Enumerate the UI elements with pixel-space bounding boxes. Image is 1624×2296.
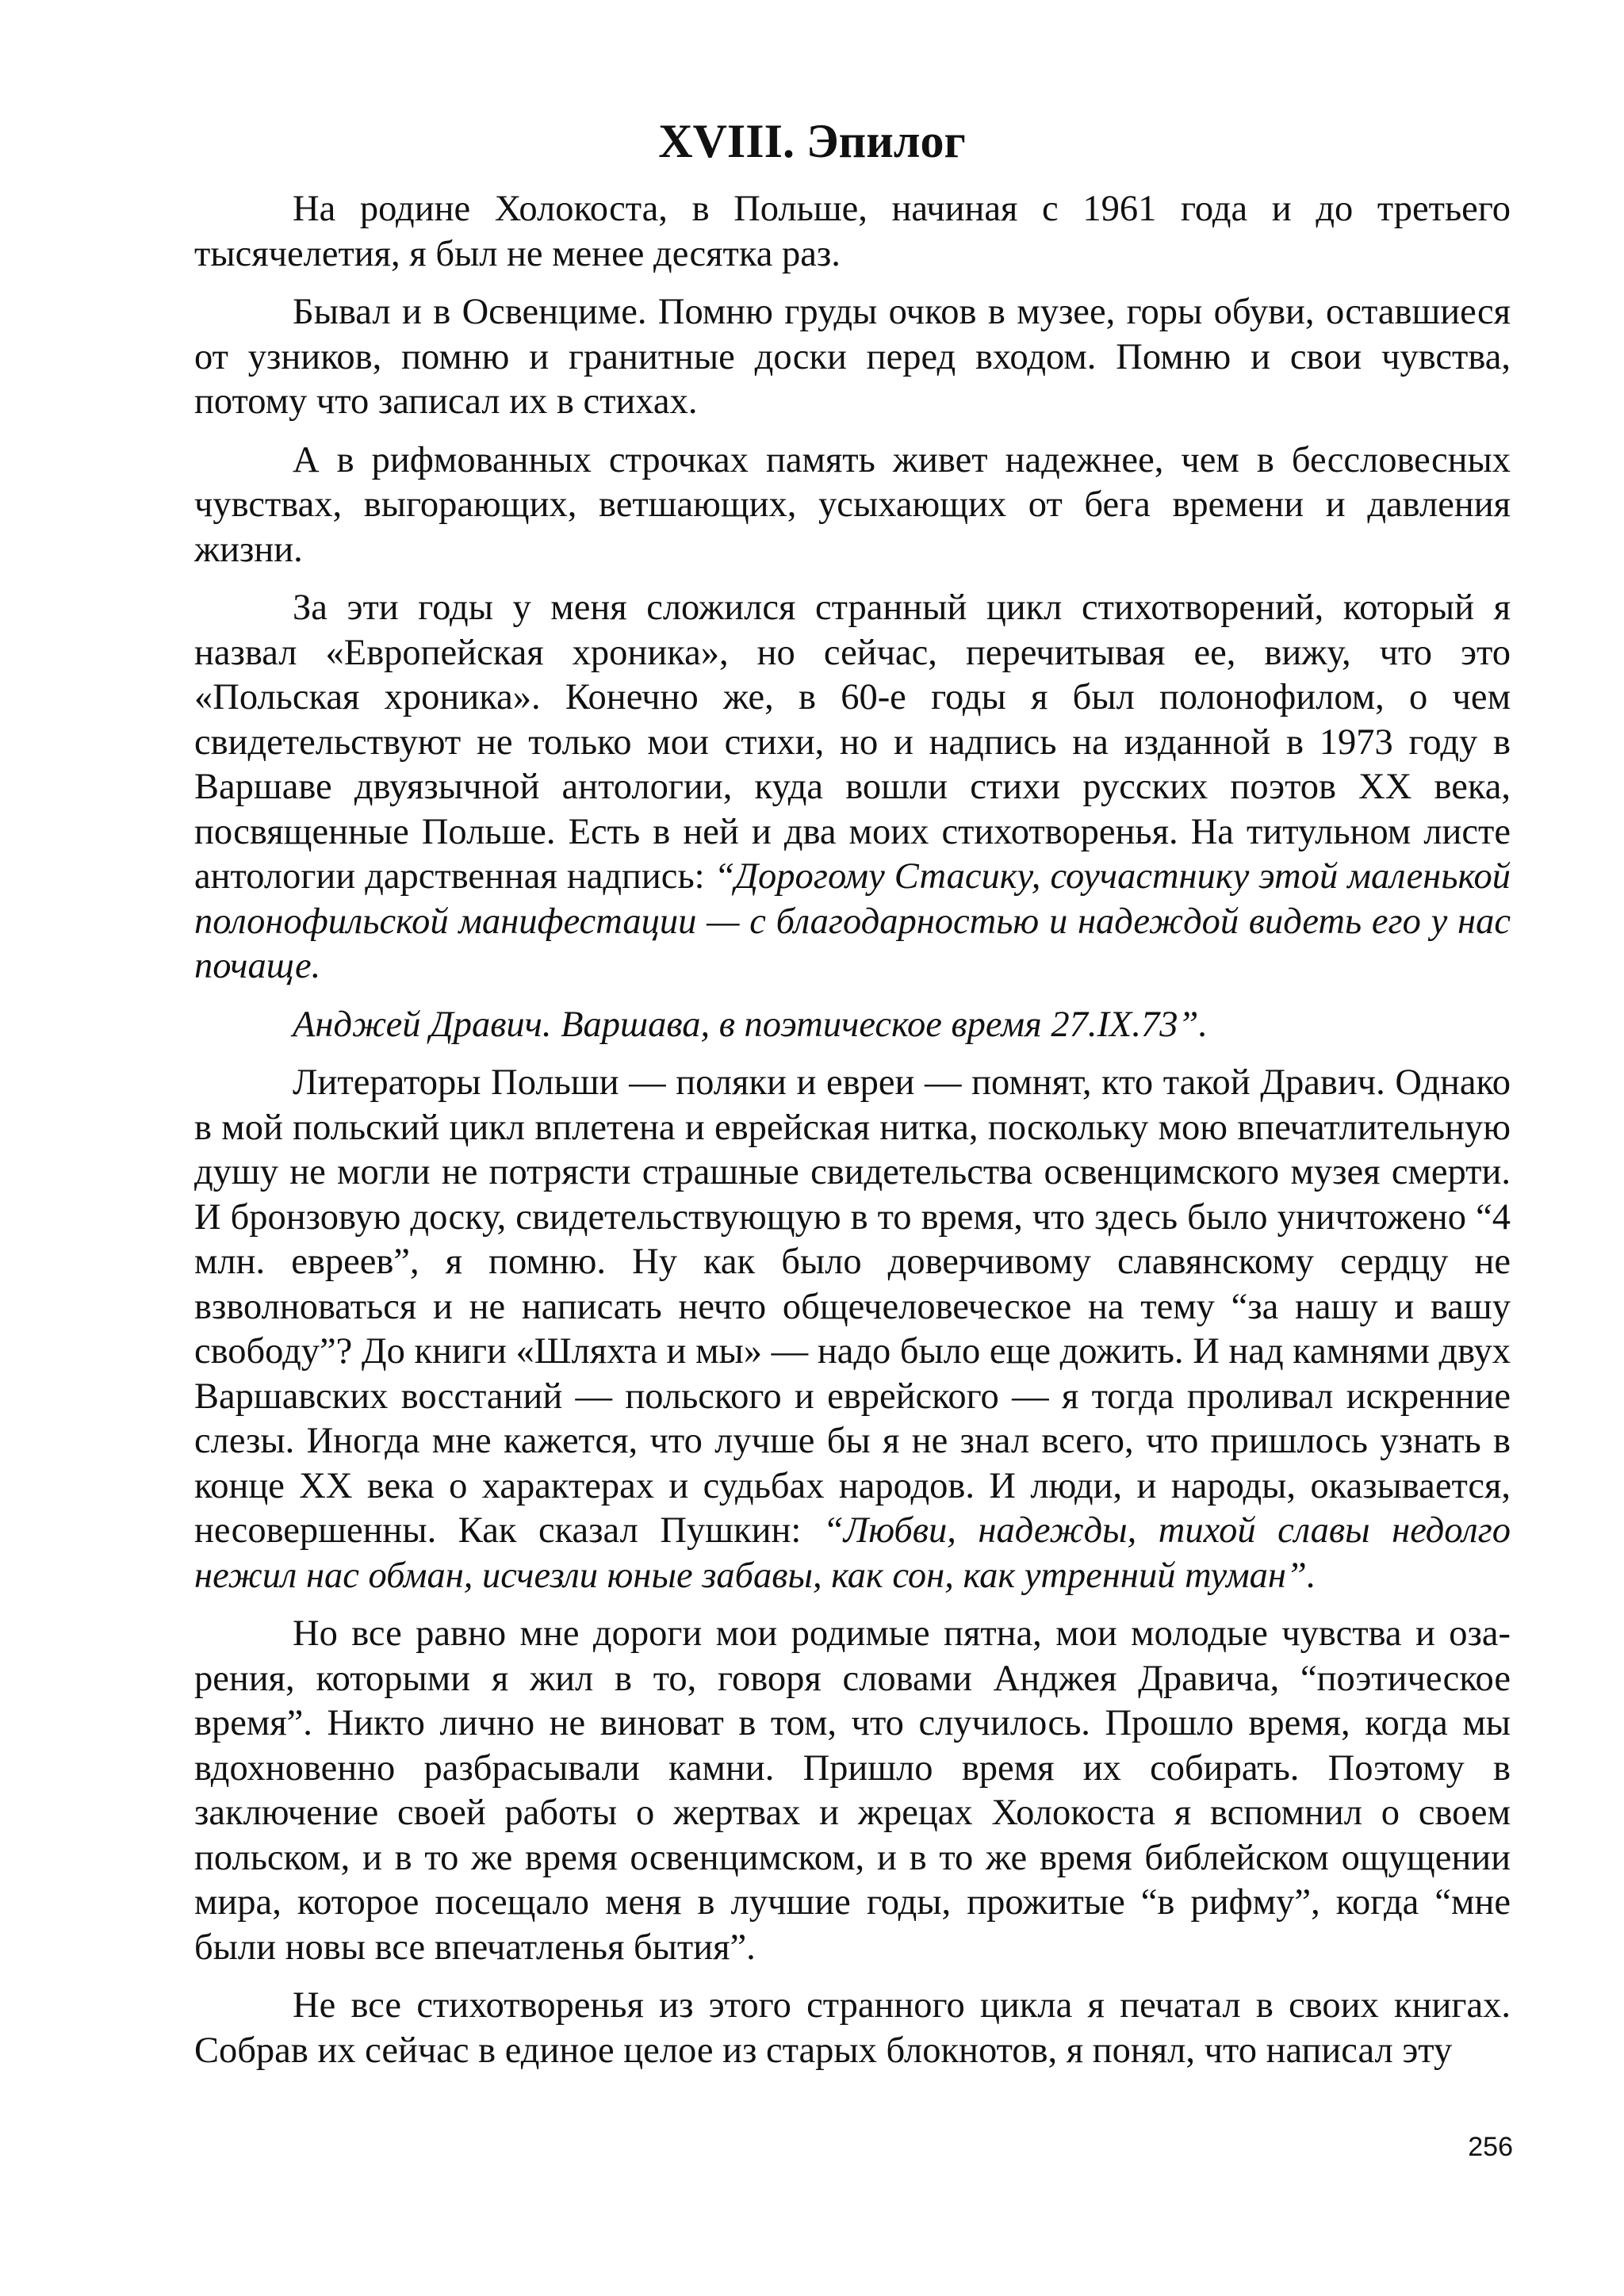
paragraph-3-text: А в рифмованных строчках память живет надежнее, чем в бессловесных чувствах, выгорающих, ветшающих, усыхающих от бега времени и давления жизни. xyxy=(194,439,1511,570)
paragraph-4-text: За эти годы у меня сложился странный цикл стихотворений, который я назвал «Европейская хроника», но сейчас, перечитывая ее, вижу, что это «Польская хроника». Конечно же, в 60-е годы я был полонофилом, о чем свидетельствуют не только мои стихи, но и надпись на изданной в 1973 году в Варшаве двуязычной антологии, куда вошли стихи русских поэтов XX века, посвященные Польше. Есть в ней и два моих стихотворенья. На титульном листе антологии дарственная надпись: xyxy=(194,587,1511,897)
paragraph-7-text: Но все равно мне дороги мои родимые пятна, мои молодые чувства и оза-рения, которыми я жил в то, говоря словами Анджея Дравича, “поэтическое время”. Никто лично не виноват в том, что случилось. Прошло время, когда мы вдохновенно разбрасывали камни. Пришло время их собирать. Поэтому в заключение своей работы о жертвах и жрецах Холокоста я вспомнил о своем польском, и в то же время освенцимском, и в то же время библейском ощущении мира, которое посещало меня в лучшие годы, прожитые “в рифму”, когда “мне были новы все впечатленья бытия”. xyxy=(194,1613,1511,1968)
paragraph-8 xyxy=(194,1984,1511,2073)
dedication-signature xyxy=(194,1003,1511,1048)
paragraph-2-text: Бывал и в Освенциме. Помню груды очков в музее, горы обуви, оставшиеся от узников, помню и гранитные доски перед входом. Помню и свои чувства, потому что записал их в стихах. xyxy=(194,292,1511,422)
dedication-quote: “Дорогому Стасику, соучастнику этой маленькой полонофильской манифестации — с благодарностью и надеждой видеть его у нас почаще. xyxy=(194,856,1511,986)
paragraph-6-text: Литераторы Польши — поляки и евреи — помнят, кто такой Дравич. Однако в мой польский цикл вплетена и еврейская нитка, поскольку мою впечатлительную душу не могли не потрясти страшные свидетельства освенцимского музея смерти. И бронзовую доску, свидетельствующую в то время, что здесь было уничтожено “4 млн. евреев”, я помню. Ну как было доверчивому славянскому сердцу не взволноваться и не написать нечто общечеловеческое на тему “за нашу и вашу свободу”? До книги «Шляхта и мы» — надо было еще дожить. И над камнями двух Варшавских восстаний — польского и еврейского — я тогда проливал искренние слезы. Иногда мне кажется, что лучше бы я не знал всего, что пришлось узнать в конце XX века о характерах и судьбах народов. И люди, и народы, оказывается, несовершенны. Как сказал Пушкин: xyxy=(194,1062,1511,1551)
paragraph-4 xyxy=(194,586,1511,989)
paragraph-1-text: На родине Холокоста, в Польше, начиная с 1961 года и до третьего тысячелетия, я был не менее десятка раз. xyxy=(194,189,1511,274)
body-text xyxy=(194,187,1511,2087)
page-number: 256 xyxy=(1468,2132,1513,2162)
paragraph-6 xyxy=(194,1061,1511,1598)
chapter-title: XVIII. Эпилог xyxy=(658,115,966,167)
paragraph-3 xyxy=(194,438,1511,573)
paragraph-1 xyxy=(194,187,1511,277)
pushkin-quote: “Любви, надежды, тихой славы недолго нежил нас обман, исчезли юные забавы, как сон, как утренний туман”. xyxy=(194,1510,1511,1596)
paragraph-7 xyxy=(194,1612,1511,1970)
dedication-signature-text: Анджей Дравич. Варшава, в поэтическое время 27.IX.73”. xyxy=(293,1004,1208,1045)
paragraph-8-text: Не все стихотворенья из этого странного цикла я печатал в своих книгах. Собрав их сейчас в единое целое из старых блокнотов, я понял, что написал эту xyxy=(194,1985,1511,2071)
paragraph-2 xyxy=(194,290,1511,425)
